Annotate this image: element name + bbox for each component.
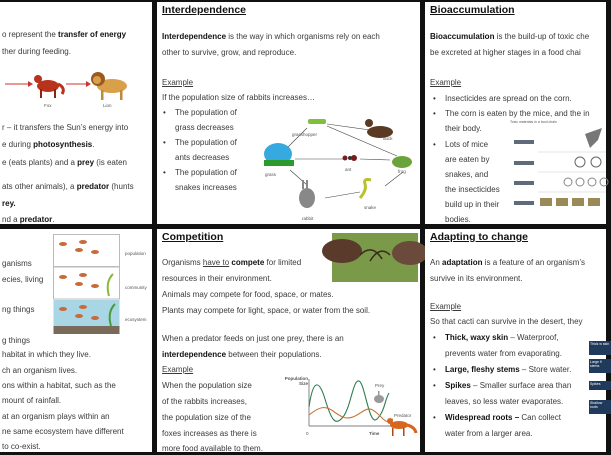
- text-segment: e during: [2, 140, 34, 149]
- duck-label: duck: [383, 136, 393, 141]
- bullet-icon: •: [433, 109, 436, 118]
- ecosystem-label: ecosystem: [125, 317, 147, 322]
- key-term: adaptation: [442, 258, 483, 267]
- text-line: [2, 259, 32, 268]
- snake-icon: [360, 180, 371, 199]
- text-line: [445, 349, 562, 358]
- key-term: predator: [19, 215, 53, 224]
- rabbit-icon: [299, 180, 315, 208]
- text-line: [445, 109, 590, 118]
- text-line: [430, 317, 583, 326]
- key-term: Thick, waxy skin: [445, 333, 509, 342]
- snake-label: snake: [364, 205, 377, 210]
- text-segment: leaves, so less water evaporates.: [445, 397, 564, 406]
- key-term: Spikes: [445, 381, 471, 390]
- text-segment: The population of: [175, 108, 237, 117]
- text-line: [2, 215, 54, 224]
- text-segment: bodies.: [445, 215, 471, 224]
- text-line: [2, 158, 127, 167]
- graph-origin-label: 0: [306, 431, 309, 436]
- text-segment: When a predator feeds on just one prey, there is an: [162, 334, 344, 343]
- ant-icon: [343, 155, 358, 161]
- food-web-diagram: [255, 110, 420, 222]
- key-term: Large, fleshy stems: [445, 365, 520, 374]
- text-segment: their body.: [445, 124, 482, 133]
- adapting-heading: Adapting to change: [430, 231, 528, 243]
- text-line: [162, 258, 301, 267]
- key-term: Widespread roots –: [445, 413, 520, 422]
- text-segment: of the rabbits increases,: [162, 397, 247, 406]
- text-line: [430, 274, 522, 283]
- text-line: [162, 334, 344, 343]
- text-line: [162, 93, 315, 102]
- text-segment: prevents water from evaporating.: [445, 349, 562, 358]
- text-segment: So that cacti can survive in the desert, they: [430, 317, 583, 326]
- key-term: transfer of energy: [58, 30, 127, 39]
- frog-label: frog: [398, 169, 406, 174]
- text-line: [445, 124, 482, 133]
- text-line: [2, 396, 61, 405]
- text-line: [445, 429, 533, 438]
- bullet-icon: •: [163, 108, 166, 117]
- bullet-icon: •: [163, 168, 166, 177]
- text-line: [2, 442, 41, 451]
- text-segment: habitat in which they live.: [2, 350, 91, 359]
- text-segment: is the way in which organisms rely on each: [226, 32, 380, 41]
- text-segment: survive in its environment.: [430, 274, 523, 283]
- text-segment: ganisms: [2, 259, 32, 268]
- population-label: population: [125, 251, 146, 256]
- key-term: rey.: [2, 199, 16, 208]
- interdependence-heading: Interdependence: [162, 4, 247, 16]
- bullet-icon: •: [433, 140, 436, 149]
- key-term: Interdependence: [162, 32, 227, 41]
- text-line: [162, 381, 252, 390]
- example-label: Example: [430, 302, 462, 311]
- text-line: [162, 429, 257, 438]
- text-segment: are eaten by: [445, 155, 490, 164]
- text-segment: other to survive, grow, and reproduce.: [162, 48, 297, 57]
- text-line: [162, 444, 263, 453]
- text-line: [445, 365, 571, 374]
- example-label: Example: [162, 78, 194, 87]
- panel-adapting-to-change: [425, 229, 610, 452]
- bullet-icon: •: [433, 365, 436, 374]
- text-segment: .: [92, 140, 95, 149]
- panel-competition: [157, 229, 420, 452]
- toxic-diagram-title: Toxic materials in a food chain: [510, 120, 557, 124]
- text-line: [2, 123, 128, 132]
- text-segment: (hunts: [109, 182, 134, 191]
- text-line: [2, 47, 71, 56]
- mouse-icon: [564, 178, 608, 186]
- panel-food-chain: [0, 2, 152, 224]
- lion-icon: [91, 72, 127, 100]
- panel-ecosystems: [0, 229, 152, 452]
- text-segment: foxes increases as there is: [162, 429, 257, 438]
- text-segment: Insecticides are spread on the corn.: [445, 94, 572, 103]
- bioaccumulation-heading: Bioaccumulation: [430, 4, 515, 16]
- cactus-label: Large fl stems: [589, 359, 611, 373]
- text-segment: – Smaller surface area than: [470, 381, 572, 390]
- grasshopper-icon: [308, 119, 326, 124]
- text-segment: grass decreases: [175, 123, 234, 132]
- text-segment: The population of: [175, 138, 237, 147]
- text-segment: ats other animals), a: [2, 182, 77, 191]
- text-line: [445, 200, 499, 209]
- cactus-label: Thick w skin: [589, 341, 611, 355]
- text-line: [2, 275, 43, 284]
- text-segment: snakes increases: [175, 183, 237, 192]
- example-label: Example: [162, 365, 194, 374]
- text-line: [2, 381, 116, 390]
- key-term: predator: [76, 182, 110, 191]
- snake-icon: [575, 157, 601, 167]
- key-term: interdependence: [162, 350, 227, 359]
- panel-bioaccumulation: [425, 2, 606, 224]
- text-segment: Can collect: [519, 413, 561, 422]
- text-line: [175, 168, 237, 177]
- text-segment: more food available to them.: [162, 444, 263, 453]
- key-term: photosynthesis: [33, 140, 93, 149]
- text-line: [2, 182, 134, 191]
- text-segment: r – it transfers the Sun’s energy into: [2, 123, 129, 132]
- text-line: [430, 32, 589, 41]
- text-line: [2, 305, 34, 314]
- text-segment: Animals may compete for food, space, or mates.: [162, 290, 334, 299]
- text-segment: be excreted at higher stages in a food chai: [430, 48, 581, 57]
- text-segment: ne same ecosystem have different: [2, 427, 124, 436]
- example-label: Example: [430, 78, 462, 87]
- rabbit-label: rabbit: [302, 216, 314, 221]
- text-segment: The population of: [175, 168, 237, 177]
- text-segment: e (eats plants) and a: [2, 158, 78, 167]
- text-line: [2, 427, 124, 436]
- text-segment: build up in their: [445, 200, 500, 209]
- text-segment: g things: [2, 336, 31, 345]
- bioaccumulation-diagram: [510, 126, 606, 221]
- text-line: [162, 306, 370, 315]
- bullet-icon: •: [433, 413, 436, 422]
- text-line: [445, 170, 488, 179]
- text-segment: water from a larger area.: [445, 429, 533, 438]
- text-segment: is the build-up of toxic che: [494, 32, 590, 41]
- text-segment: .: [52, 215, 55, 224]
- bullet-icon: •: [433, 333, 436, 342]
- bullet-icon: •: [163, 138, 166, 147]
- text-segment: Plants may compete for light, space, or water from the soil.: [162, 306, 371, 315]
- text-segment: Lots of mice: [445, 140, 489, 149]
- text-segment: mount of rainfall.: [2, 396, 62, 405]
- text-line: [175, 138, 237, 147]
- example-label: have to: [202, 258, 230, 267]
- community-label: community: [125, 285, 147, 290]
- text-line: [430, 48, 581, 57]
- text-segment: ecies, living: [2, 275, 44, 284]
- cactus-label: Spikes: [589, 381, 611, 390]
- bullet-icon: •: [433, 381, 436, 390]
- text-segment: to co-exist.: [2, 442, 41, 451]
- fox-icon: [387, 418, 416, 436]
- text-line: [445, 381, 571, 390]
- cactus-label: Shallow roots: [589, 400, 611, 414]
- fox-label: Fox: [44, 103, 52, 108]
- text-line: [445, 397, 563, 406]
- text-line: [430, 78, 461, 87]
- panel-interdependence: [157, 2, 420, 224]
- text-line: [162, 365, 193, 374]
- grass-icon: [264, 143, 294, 166]
- text-line: [430, 302, 461, 311]
- text-segment: ng things: [2, 305, 35, 314]
- graph-x-label: Time: [369, 431, 380, 436]
- text-line: [175, 108, 237, 117]
- text-segment: the insecticides: [445, 185, 500, 194]
- text-line: [175, 123, 234, 132]
- cactus-adaptations-diagram: [589, 337, 610, 437]
- text-segment: When the population size: [162, 381, 252, 390]
- stags-fighting-photo: [332, 233, 418, 282]
- key-term: prey: [77, 158, 95, 167]
- text-line: [162, 32, 380, 41]
- competition-heading: Competition: [162, 231, 224, 243]
- text-line: [2, 412, 110, 421]
- text-segment: ons within a habitat, such as the: [2, 381, 116, 390]
- ecosystem-levels-image: [53, 234, 120, 334]
- frog-icon: [392, 156, 412, 168]
- text-line: [162, 78, 193, 87]
- text-segment: Organisms: [162, 258, 203, 267]
- text-line: [162, 48, 296, 57]
- text-line: [445, 140, 488, 149]
- text-line: [445, 215, 471, 224]
- text-segment: at an organism plays within an: [2, 412, 110, 421]
- text-segment: ants decreases: [175, 153, 230, 162]
- text-segment: between their populations.: [226, 350, 322, 359]
- text-line: [162, 397, 247, 406]
- text-segment: the population size of the: [162, 413, 251, 422]
- text-line: [162, 350, 322, 359]
- text-segment: An: [430, 258, 443, 267]
- text-line: [2, 350, 91, 359]
- bullet-icon: •: [433, 94, 436, 103]
- text-segment: ther during feeding.: [2, 47, 71, 56]
- text-line: [2, 30, 126, 39]
- text-line: [445, 413, 561, 422]
- text-line: [2, 366, 77, 375]
- text-line: [445, 94, 572, 103]
- text-line: [445, 155, 489, 164]
- text-segment: snakes, and: [445, 170, 489, 179]
- rabbit-icon: [374, 391, 384, 403]
- text-segment: If the population size of rabbits increases…: [162, 93, 315, 102]
- key-term: compete: [231, 258, 265, 267]
- text-segment: – Waterproof,: [508, 333, 559, 342]
- text-line: [162, 413, 251, 422]
- text-segment: for limited: [264, 258, 302, 267]
- text-line: [430, 258, 585, 267]
- text-segment: – Store water.: [519, 365, 572, 374]
- prey-legend-label: Prey: [375, 383, 385, 388]
- fox-icon: [34, 75, 63, 98]
- text-segment: resources in their environment.: [162, 274, 272, 283]
- text-line: [2, 140, 95, 149]
- predator-legend-label: Predator: [394, 413, 412, 418]
- text-line: [175, 183, 237, 192]
- text-line: [162, 274, 272, 283]
- text-segment: The corn is eaten by the mice, and the in: [445, 109, 590, 118]
- text-line: [175, 153, 229, 162]
- text-line: [162, 290, 334, 299]
- lion-label: Lion: [103, 103, 112, 108]
- key-term: Bioaccumulation: [430, 32, 495, 41]
- text-line: [445, 333, 559, 342]
- ant-label: ant: [345, 167, 352, 172]
- text-line: [2, 336, 30, 345]
- text-segment: is a feature of an organism’s: [482, 258, 586, 267]
- food-chain-image: [0, 62, 150, 112]
- text-segment: nd a: [2, 215, 20, 224]
- hawk-icon: [585, 128, 602, 148]
- graph-y-label: Population Size: [284, 376, 308, 386]
- text-segment: o represent the: [2, 30, 59, 39]
- text-segment: ch an organism lives.: [2, 366, 78, 375]
- corn-icon: [540, 198, 600, 206]
- text-segment: (is eaten: [94, 158, 127, 167]
- text-line: [2, 199, 16, 208]
- text-line: [445, 185, 500, 194]
- grasshopper-label: grasshopper: [292, 132, 318, 137]
- grass-label: grass: [265, 172, 277, 177]
